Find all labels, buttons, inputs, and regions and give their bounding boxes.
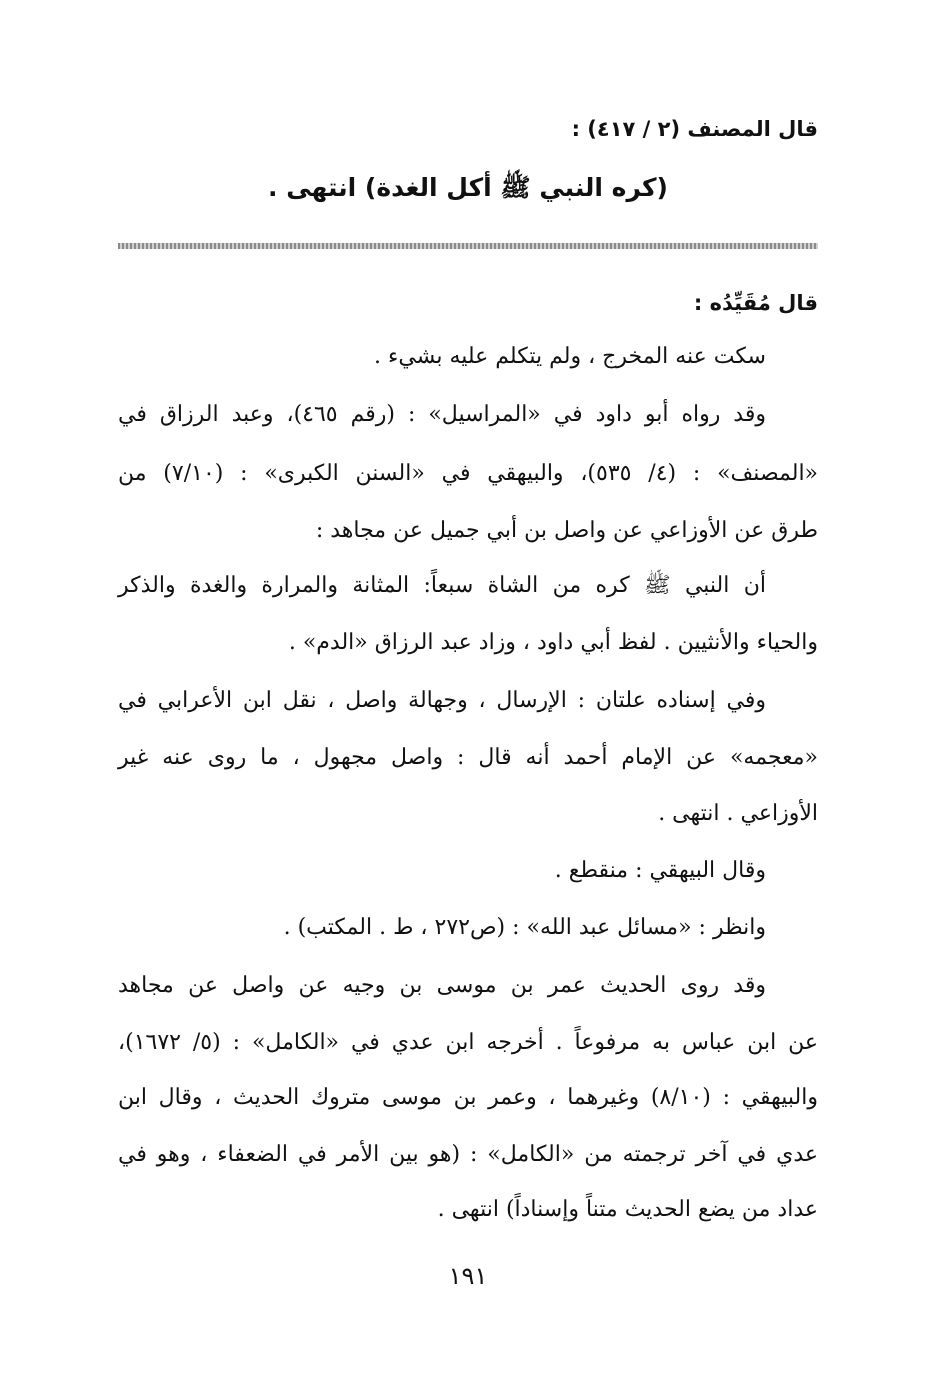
author-quote: (كره النبي ﷺ أكل الغدة) انتهى . [268,173,668,202]
text-line: عدي في آخر ترجمته من «الكامل» : (هو بين الأمر في الضعفاء ، وهو في [118,1142,818,1167]
text-line: «المصنف» : (٤/ ٥٣٥)، والبيهقي في «السنن الكبرى» : (٧/١٠) من [118,461,819,486]
book-page [118,0,818,1392]
text-line: والحياء والأنثيين . لفظ أبي داود ، وزاد عبد الرزاق «الدم» . [288,630,818,655]
page-number: ١٩١ [448,1262,488,1290]
section-divider [118,243,818,249]
text-line: وفي إسناده علتان : الإرسال ، وجهالة واصل ، نقل ابن الأعرابي في [118,688,766,713]
text-line: سكت عنه المخرج ، ولم يتكلم عليه بشيء . [374,344,766,369]
text-line: عداد من يضع الحديث متناً وإسناداً) انتهى . [437,1197,818,1222]
text-line: وقال البيهقي : منقطع . [554,858,766,883]
text-line: وانظر : «مسائل عبد الله» : (ص٢٧٢ ، ط . المكتب) . [283,915,766,940]
author-heading: قال المصنف (٢ / ٤١٧) : [571,117,818,141]
text-line: «معجمه» عن الإمام أحمد أنه قال : واصل مجهول ، ما روى عنه غير [118,745,818,770]
text-line: عن ابن عباس به مرفوعاً . أخرجه ابن عدي في «الكامل» : (٥/ ١٦٧٢)، [118,1030,818,1055]
text-line: أن النبي ﷺ كره من الشاة سبعاً: المثانة والمرارة والغدة والذكر [118,573,766,598]
text-line: طرق عن الأوزاعي عن واصل بن أبي جميل عن مجاهد : [315,518,818,543]
text-line: وقد روى الحديث عمر بن موسى بن وجيه عن واصل عن مجاهد [118,973,766,998]
commentary-heading: قال مُقَيِّدُه : [693,291,818,315]
text-line: الأوزاعي . انتهى . [658,801,818,826]
text-line: والبيهقي : (٨/١٠) وغيرهما ، وعمر بن موسى متروك الحديث ، وقال ابن [118,1085,818,1110]
text-line: وقد رواه أبو داود في «المراسيل» : (رقم ٤٦٥)، وعبد الرزاق في [118,402,766,427]
